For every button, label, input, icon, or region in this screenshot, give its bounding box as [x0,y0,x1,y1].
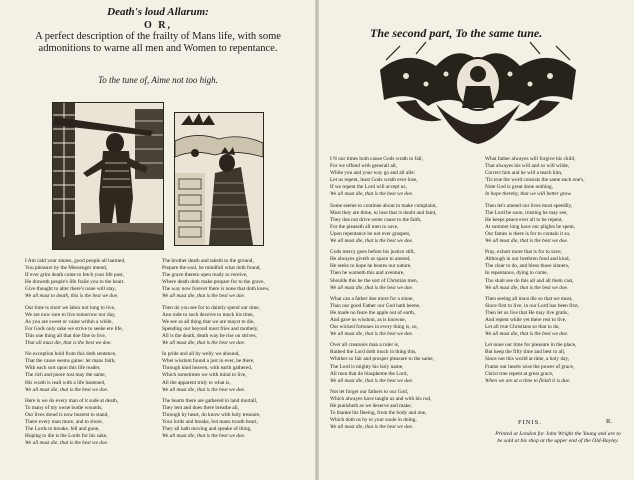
stanza [162,351,292,394]
verse-line: We are now sure to live tomorrow nor day, [25,311,116,318]
verse-line: He made no feare the apple out of earth, [330,309,416,316]
verse-line: The clear to do, and bless those sinners, [485,263,570,270]
verse-line: This one thing all that doe fine to live, [25,332,107,339]
verse-line: Since not this world at time, a holy day, [485,356,570,363]
verse-line: Since first to live, in our Lord has been first, [485,302,579,309]
verse-line: We see as all thing that we are mayst to die, [162,318,255,325]
stanza [25,398,157,448]
verse-line: Let us repent, least Gods wrath ever lose, [330,177,418,184]
verse-line: Pray, exhort more that is for to save, [485,249,562,256]
verse-line: And gave us wisdom, as is knowne, [330,316,406,323]
printer-imprint: Printed at London for John Wright the Young and are to be sold at his shop at the upper end of the Old-Bayley. [495,431,621,444]
verse-line: The hearts there are gathered in land mortall, [162,397,258,404]
verse-line: Through by heart, do know with holy treasure, [162,411,261,418]
verse-line: Although in our brethren fond and kind, [485,256,570,263]
verse-line: Which alwayes have taught us and with his rod, [330,395,432,402]
verse-line: He alwayes giveth us space to amend, [330,256,411,263]
verse-line: Then seeing all must die so that we must, [485,295,573,302]
verse-line: The brother death and taketh to the ground, [162,258,254,264]
verse-line: We all must die, that is the best we doe. [162,293,246,300]
stanza [330,249,480,292]
verse-line: At summer long have our plights be spent, [485,223,576,230]
verse-line: All men that do blaspheme the Lord, [330,370,408,377]
stanza [162,305,292,348]
verse-line: The grave thereto open ready to receive, [162,272,248,279]
verse-line: We all must die, that is the best we doe. [330,377,414,384]
verse-line: That alwayes his will and so will wilde, [485,163,570,170]
verse-line: We all must die, that is the best we doe. [162,340,246,347]
verse-line: The Lord be soon, trusting he may see, [485,209,568,216]
second-part-title: The second part, To the same tune. [370,26,543,40]
woodcut-illustration-death [52,102,164,250]
verse-line: Your lords and breake, but mans trouth heart, [162,418,258,425]
verse-line: We all must die, that is the best we doe. [485,284,569,291]
verse-line: You pleasure by the Messenger intend, [25,265,108,272]
verse-line: Then let's amend our lives most speedily, [485,202,573,209]
verse-line: For we offend with generall all, [330,163,397,170]
stanza [162,398,292,441]
stanza [485,342,625,385]
stanza [485,249,625,292]
verse-line: We all must die, that is the best we doe. [25,440,109,447]
verse-line: We all must die, that is the best we doe. [330,238,414,245]
stanza [485,296,625,339]
verse-line: Note God is great done nothing, [485,184,553,191]
verse-line: That all must die, that is the best we doe. [25,340,112,347]
stanza [330,342,480,385]
verse-line: Upon repentance be not ever grasped, [330,230,411,237]
stanza [485,156,625,199]
verse-line: Our wicked fortunes in every thing is, so, [330,324,418,331]
verse-line: And repent while yet there rest to live, [485,316,567,323]
ornament-angel-border [376,40,580,148]
verse-line: In pride and all by welly we abound, [162,351,240,358]
verse-line: For Gods only sake we strive to seeke ere life, [25,325,123,332]
verse-line: We all must to death, this is the best we doe. [25,293,119,300]
verse-line: All is the death, death way be rise on strives, [162,332,257,339]
verse-line: Then let us live that He may live gratis, [485,309,569,316]
ballad-tune: To the tune of, Aime not too high. [98,75,218,85]
verse-line: We all must die, that is the best we doe. [330,191,414,198]
right-column-verses [330,156,480,435]
verse-line: The rich and poore tost may the same, [25,372,106,379]
verse-line: To thanke his fleeing, from the body and one, [330,410,427,417]
right-page [318,0,634,480]
verse-line: Over all creatures man a ruler is, [330,342,400,349]
left-column-verses-2 [162,258,292,444]
verse-line: Some seeme to continue about to make complaint, [330,202,437,209]
verse-line: He keeps peace ever all to be repent, [485,216,563,223]
verse-line: While you and your way go and all alle: [330,170,416,177]
verse-line: We all must die, that is the best we doe. [485,238,569,245]
verse-line: Whet wisdom found a just in ever, be there, [162,358,255,365]
verse-line: But keep the fifty time and best to all, [485,349,566,356]
verse-line: Then he warneth this and aventure, [330,270,405,277]
stanza [25,258,157,301]
verse-line: Not let forget our fathers to our God, [330,388,409,395]
verse-line: What can a father doe more for a sinne, [330,295,414,302]
verse-line: Let none our time for pleasure in the place, [485,342,577,349]
verse-line: Our fames is there is for to contain it so, [485,230,571,237]
verse-line: Hoping to die is the Lords for his sake, [25,433,108,440]
verse-line: They doe not drive some cause to the faith, [330,216,422,223]
verse-line: Tho shalt see do this all and all them cast, [485,277,574,284]
right-column-verses-2 [485,156,625,389]
stanza [162,258,292,301]
verse-line: Shoulde this be the sort of Christian men, [330,277,418,284]
verse-line: We all must die, that is the best we doe. [162,433,246,440]
verse-line: Which doth us by to your soule in doing, [330,417,417,424]
verse-line: In repentance, dying to come, [485,270,548,277]
verse-line: Here is we do every man of it sude at death, [25,397,119,404]
finis-mark: R. [606,418,612,425]
verse-line: I Am cald your sinnes, good people all harmed, [25,258,126,264]
verse-line: We all must die, that is the best we doe. [25,386,109,393]
verse-line: The Lord is mighty his holy name, [330,363,404,370]
verse-line: Our time is short we labor not long to live, [25,304,116,311]
verse-line: Let all true Christians so that to do, [485,324,560,331]
verse-line: He punisheth as we deserve and make, [330,403,412,409]
verse-line: They lent and does there breathe all, [162,404,239,411]
verse-line: No exception hold from this doth sentence, [25,351,117,358]
stanza [330,156,480,199]
verse-line: Our lives dread is now bearest to stand, [25,411,109,418]
stanza [330,389,480,432]
verse-line: What father alwayes will forgive his child, [485,156,576,162]
verse-line: 'Tis true the word consists the same each one's, [485,177,585,184]
verse-line: Ann rode to such deceive to mock his time, [162,311,254,318]
verse-line: We all must die, that is the best we doe. [330,424,414,431]
verse-line: There every man more, and to shore, [25,418,103,425]
verse-line: Prepare the soul, be mindfull what doth found, [162,265,261,272]
verse-line: For the pleaseth all men to save, [330,223,399,230]
verse-line: I N our times both cause Gods wrath to fall, [330,156,423,162]
stanza [25,351,157,394]
verse-line: The Lords to breake, fell and gone, [25,426,100,433]
verse-line: Than our good Father our God hath beene, [330,302,421,309]
verse-line: Whither so fair and prosper pleasure to the same, [330,356,434,363]
verse-line: If we repent the Lord will accept us, [330,184,407,191]
verse-line: We all must die, that is the best we doe. [485,331,569,338]
verse-line: To many of my owne bodie wounds, [25,404,103,411]
verse-line: Ruthed the Lord doth much in thing this, [330,349,417,356]
verse-line: Then do you see for to daintly spend our time, [162,304,260,311]
verse-line: Most they are thine, to lose that is doubt and faint, [330,209,437,216]
verse-line: Spending our beyond most fries and mothely, [162,325,259,332]
stanza [330,296,480,339]
verse-line: We all must die, that is the best we doe. [330,331,414,338]
left-page [0,0,316,480]
ballad-subtitle: A perfect description of the frailty of Mans life, with some admonitions to warne all men and Women to repentance. [35,31,281,54]
verse-line: He seeks to hope he beares our nature, [330,263,412,270]
left-column-verses [25,258,157,451]
verse-line: With each sort upon this life reader, [25,365,101,372]
verse-line: We all must die, that is the best we doe. [162,386,246,393]
verse-line: Christ true repent at great grace, [485,370,554,377]
stanza [330,203,480,246]
verse-line: Gods mercy goes before his justice still, [330,249,415,256]
verse-line: All the apparent truly to what is, [162,379,231,386]
verse-line: As you are sweet or vaine within a while, [25,318,113,325]
woodcut-illustration-king [174,112,264,246]
verse-line: Give thought to alter there's none will stay, [25,286,116,293]
finis-label: FINIS. [518,419,542,426]
verse-line: Through kind heaven, with earth gathered, [162,365,253,372]
verse-line: That the cause seems gaine: let mans faith, [25,358,116,365]
stanza [485,203,625,246]
verse-line: Which sometimes we with mind to live, [162,372,247,379]
ballad-title: Death's loud Allarum: [107,6,209,18]
ballad-or: O R, [144,20,172,31]
verse-line: Correct him and he will a teach him, [485,170,563,177]
verse-line: We all must die, that is the best we doe. [330,284,414,291]
stanza [25,305,157,348]
verse-line: Where death doth make prepare for to the grave, [162,279,265,286]
verse-line: They all hath moving and speake of thing, [162,426,252,433]
verse-line: The way now forever there is none that doth knew, [162,286,270,293]
verse-line: Frame our hearts wise the power of grace, [485,363,575,370]
verse-line: When we are at a time to finish it is due. [485,377,571,384]
verse-line: If ever grim death come to fetch your life past, [25,272,124,279]
verse-line: In hope thereby, that we will better grow. [485,191,572,198]
verse-line: His wrath is reall with a life hastened, [25,379,106,386]
verse-line: He draweth people's life fraile you to the heart. [25,279,125,286]
